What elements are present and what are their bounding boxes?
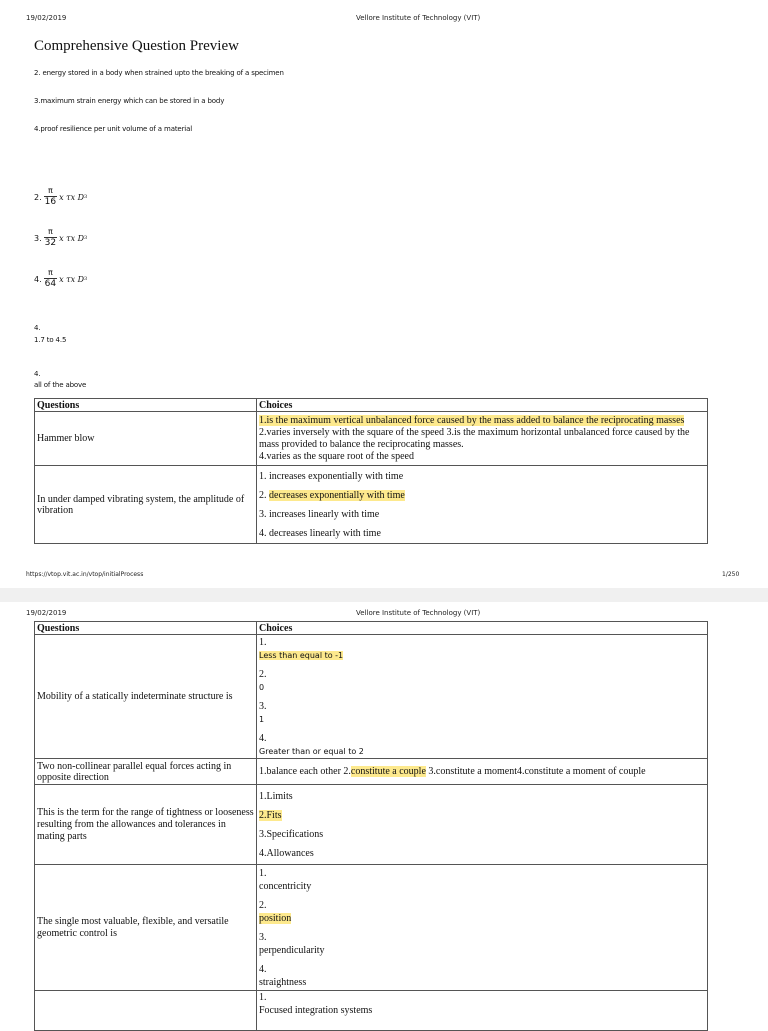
choices-cell: 1.is the maximum vertical unbalanced force caused by the mass added to balance the reciprocating masses 2.varies inversely with the square of the speed 3.is the maximum horizontal unbalanced force caused by the mass provided to balance the reciprocating masses. 4.varies as the square root of the speed: [257, 412, 708, 466]
table-row: [35, 759, 708, 785]
choices-cell: 1. Focused integration systems: [257, 991, 708, 1031]
answer-text: 1.7 to 4.5: [34, 336, 67, 344]
choices-cell: 1. Less than equal to -1 2. 0 3. 1 4. Greater than or equal to 2: [257, 635, 708, 759]
question-cell: Mobility of a statically indeterminate structure is: [35, 635, 257, 759]
text-line: 2. energy stored in a body when strained upto the breaking of a specimen: [34, 69, 284, 77]
column-header-questions: Questions: [35, 622, 257, 635]
table-row: [35, 785, 708, 865]
selected-answer: position: [259, 912, 292, 924]
column-header-choices: Choices: [257, 622, 708, 635]
text-line: 3.maximum strain energy which can be stored in a body: [34, 97, 225, 105]
selected-answer: 2.Fits: [259, 809, 282, 821]
choices-cell: 1. increases exponentially with time 2. decreases exponentially with time 3. increases linearly with time 4. decreases linearly with time: [257, 466, 708, 544]
question-cell: In under damped vibrating system, the amplitude of vibration: [35, 466, 257, 544]
choices-cell: 1.Limits 2.Fits 3.Specifications 4.Allowances: [257, 785, 708, 865]
column-header-choices: Choices: [257, 399, 708, 412]
question-cell: This is the term for the range of tightness or looseness resulting from the allowances and tolerances in mating parts: [35, 785, 257, 865]
formula: 3. $\frac{\pi}{32}$ x τx D 3: [34, 227, 88, 248]
formula: 2. $\frac{\pi}{16}$ x τx D 3: [34, 186, 88, 207]
choices-cell: 1. concentricity 2. position 3. perpendicularity 4. straightness: [257, 865, 708, 991]
page-date: 19/02/2019: [26, 609, 67, 617]
selected-answer: decreases exponentially with time: [269, 489, 405, 501]
selected-answer: 1.is the maximum vertical unbalanced force caused by the mass added to balance the reciprocating masses: [259, 414, 685, 426]
selected-answer: Less than equal to -1: [259, 650, 344, 660]
selected-answer: constitute a couple: [350, 766, 426, 777]
page-title: Comprehensive Question Preview: [34, 38, 239, 54]
answer-number: 4.: [34, 370, 41, 378]
formula: 4. $\frac{\pi}{64}$ x τx D 3: [34, 268, 88, 289]
page-date: 19/02/2019: [26, 14, 67, 22]
answer-number: 4.: [34, 324, 41, 332]
page-divider: [0, 588, 768, 602]
table-row: [35, 466, 708, 544]
question-cell: Two non-collinear parallel equal forces acting in opposite direction: [35, 759, 257, 785]
question-cell: The single most valuable, flexible, and versatile geometric control is: [35, 865, 257, 991]
question-cell: [35, 991, 257, 1031]
question-cell: Hammer blow: [35, 412, 257, 466]
question-table: [34, 398, 708, 544]
choices-cell: 1.balance each other 2.constitute a couple 3.constitute a moment4.constitute a moment of couple: [257, 759, 708, 785]
table-row: [35, 412, 708, 466]
footer-page-number: 1/250: [722, 571, 740, 578]
question-table: [34, 621, 708, 1031]
answer-text: all of the above: [34, 381, 87, 389]
text-line: 4.proof resilience per unit volume of a material: [34, 125, 193, 133]
institute-name: Vellore Institute of Technology (VIT): [356, 609, 481, 617]
table-row: [35, 865, 708, 991]
footer-url[interactable]: https://vtop.vit.ac.in/vtop/initialProcess: [26, 571, 144, 578]
table-row: [35, 991, 708, 1031]
institute-name: Vellore Institute of Technology (VIT): [356, 14, 481, 22]
column-header-questions: Questions: [35, 399, 257, 412]
table-row: [35, 635, 708, 759]
